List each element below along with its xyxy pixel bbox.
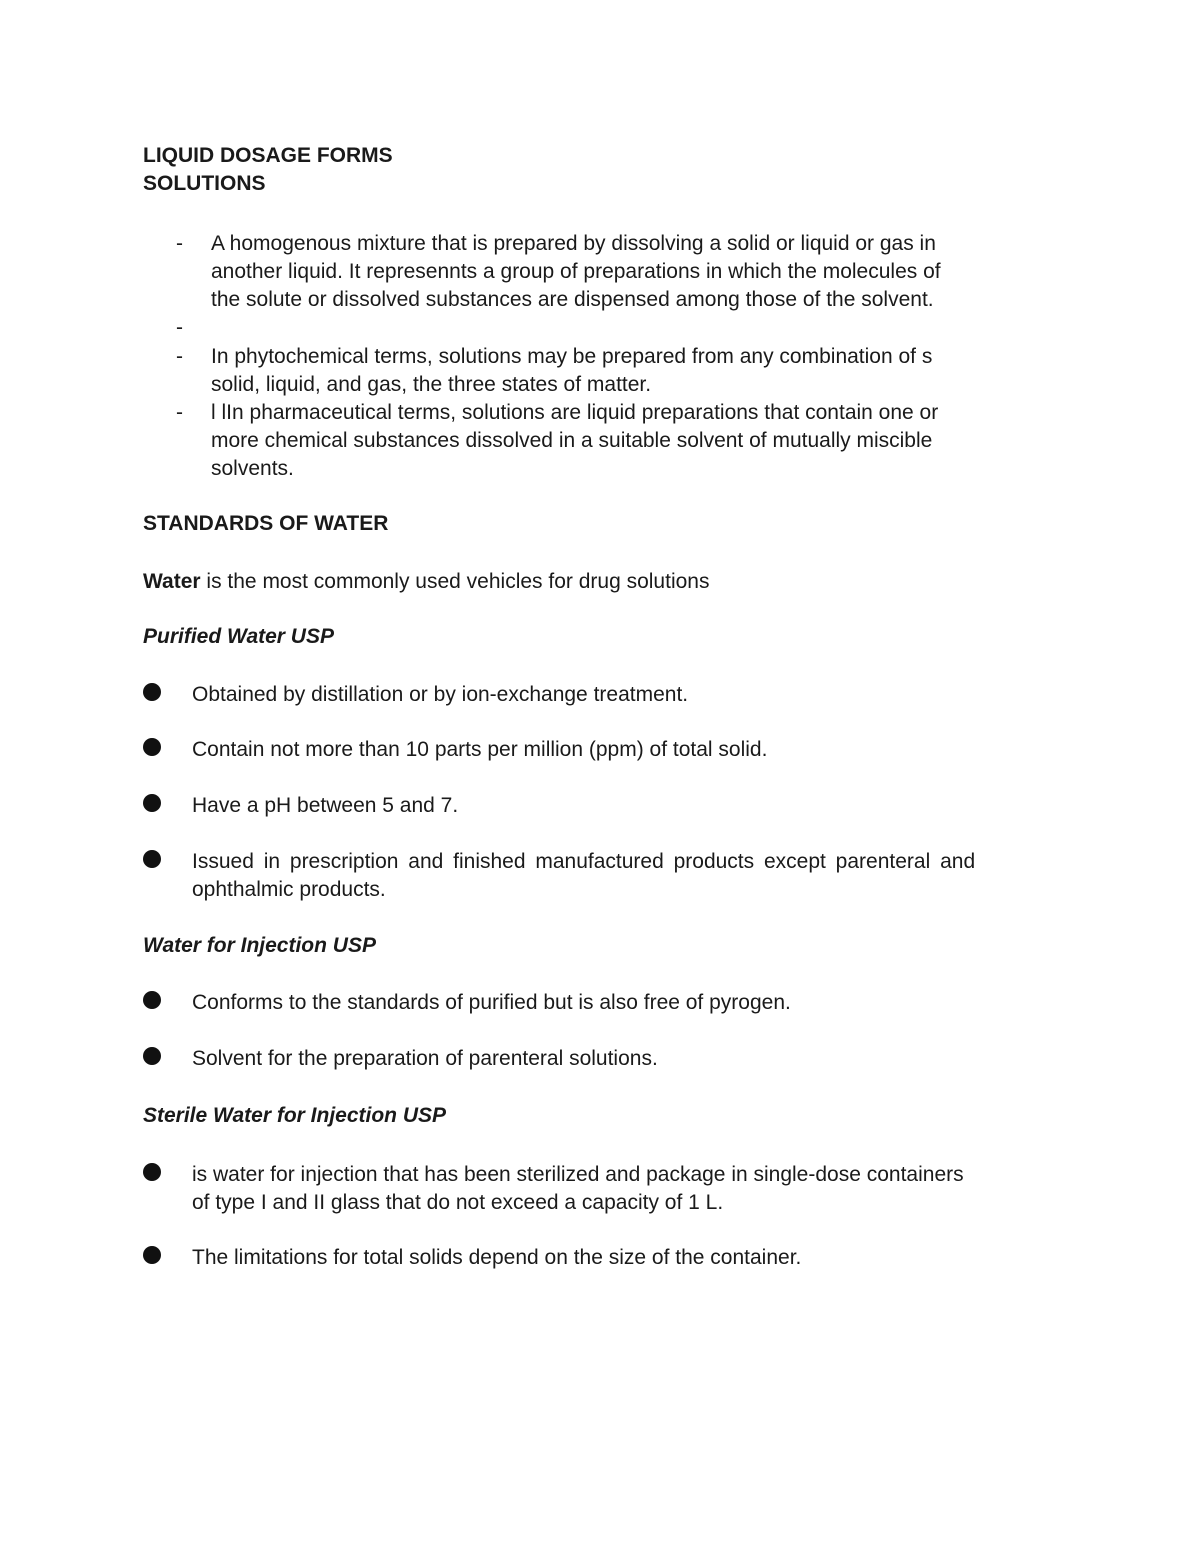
standards-intro bbox=[143, 568, 709, 596]
bullet-icon bbox=[143, 794, 161, 812]
bullet-icon bbox=[143, 850, 161, 868]
bullet-icon bbox=[143, 738, 161, 756]
bullet-text: Contain not more than 10 parts per million (ppm) of total solid. bbox=[192, 738, 768, 761]
dash-item-text: solid, liquid, and gas, the three states of matter. bbox=[211, 373, 652, 396]
dash-item-text: more chemical substances dissolved in a suitable solvent of mutually miscible bbox=[211, 429, 933, 452]
bullet-text: of type I and II glass that do not exceed a capacity of 1 L. bbox=[192, 1191, 724, 1214]
subsection-title-injection: Water for Injection USP bbox=[143, 934, 376, 957]
section-title-solutions: SOLUTIONS bbox=[143, 172, 266, 195]
document-title: LIQUID DOSAGE FORMS bbox=[143, 144, 393, 167]
dash-marker: - bbox=[176, 232, 183, 255]
bullet-icon bbox=[143, 1246, 161, 1264]
dash-marker: - bbox=[176, 345, 183, 368]
bullet-text: Issued in prescription and finished manufactured products except parenteral and bbox=[192, 850, 976, 873]
subsection-title-purified: Purified Water USP bbox=[143, 625, 334, 648]
bullet-icon bbox=[143, 1047, 161, 1065]
dash-item-text: another liquid. It represennts a group of preparations in which the molecules of bbox=[211, 260, 941, 283]
dash-marker: - bbox=[176, 401, 183, 424]
bullet-text: ophthalmic products. bbox=[192, 878, 386, 901]
subsection-title-sterile: Sterile Water for Injection USP bbox=[143, 1104, 447, 1127]
bullet-icon bbox=[143, 1163, 161, 1181]
bullet-text: The limitations for total solids depend on the size of the container. bbox=[192, 1246, 802, 1269]
bullet-text: Conforms to the standards of purified but is also free of pyrogen. bbox=[192, 991, 791, 1014]
dash-item-text: A homogenous mixture that is prepared by dissolving a solid or liquid or gas in bbox=[211, 232, 936, 255]
dash-item-text: solvents. bbox=[211, 457, 294, 480]
bullet-icon bbox=[143, 683, 161, 701]
dash-marker: - bbox=[176, 316, 183, 339]
bullet-icon bbox=[143, 991, 161, 1009]
bullet-text: Obtained by distillation or by ion-exchange treatment. bbox=[192, 683, 689, 706]
dash-item-text: the solute or dissolved substances are dispensed among those of the solvent. bbox=[211, 288, 934, 311]
bullet-text: Solvent for the preparation of parenteral solutions. bbox=[192, 1047, 658, 1070]
bullet-text: is water for injection that has been sterilized and package in single-dose containers bbox=[192, 1163, 964, 1186]
section-title-standards: STANDARDS OF WATER bbox=[143, 512, 389, 535]
intro-text: is the most commonly used vehicles for drug solutions bbox=[200, 570, 710, 593]
dash-item-text: l lIn pharmaceutical terms, solutions are liquid preparations that contain one or bbox=[211, 401, 939, 424]
bullet-text: Have a pH between 5 and 7. bbox=[192, 794, 459, 817]
dash-item-text: In phytochemical terms, solutions may be prepared from any combination of s bbox=[211, 345, 933, 368]
intro-keyword: Water bbox=[143, 570, 201, 593]
